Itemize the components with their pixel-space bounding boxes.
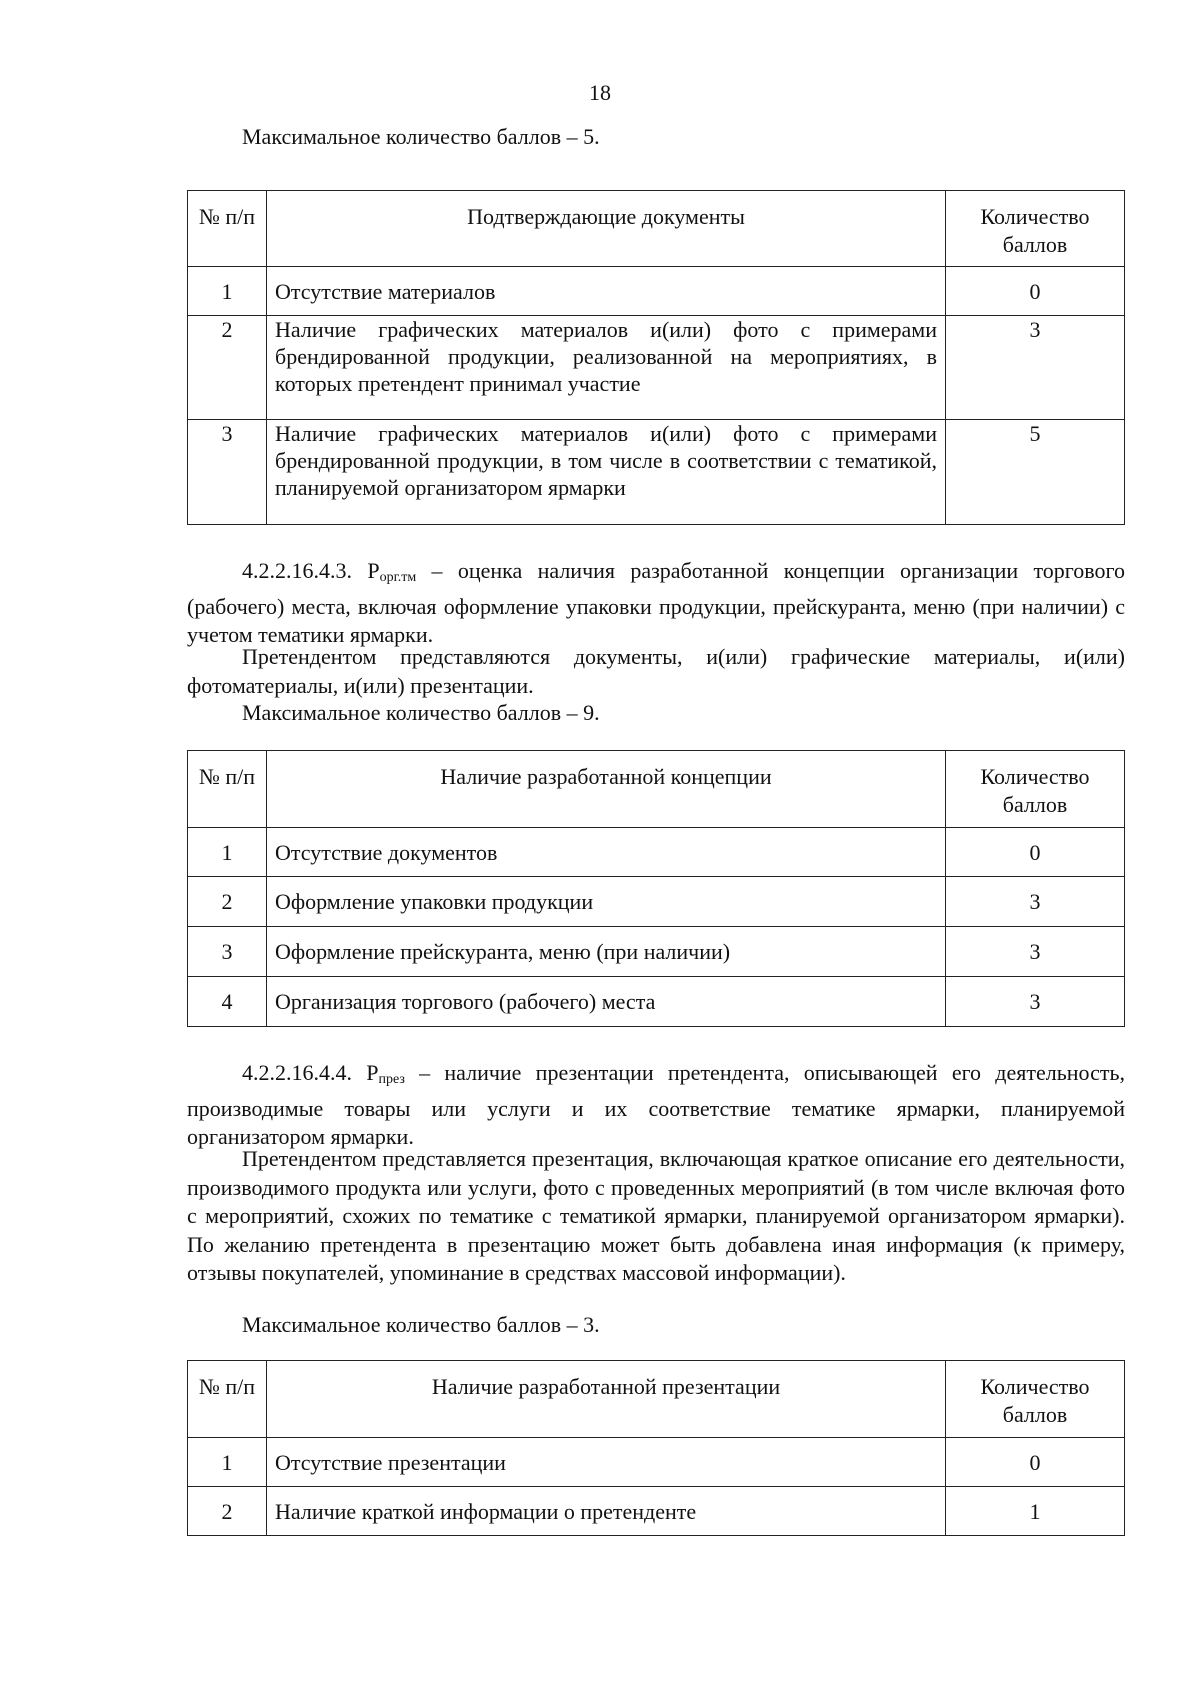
row-score: 1 (946, 1487, 1125, 1536)
table-row (188, 267, 1125, 316)
table-row (188, 828, 1125, 877)
row-text: Организация торгового (рабочего) места (267, 977, 946, 1027)
table-row (188, 977, 1125, 1027)
table-header-row (188, 751, 1125, 828)
section-443-subscript: орг.тм (379, 570, 417, 585)
table-row (188, 1438, 1125, 1487)
row-num: 2 (188, 316, 267, 420)
row-text: Наличие графических материалов и(или) фото с примерами брендированной продукции, реализованной на мероприятиях, в которых претендент принимал участие (267, 316, 946, 420)
section-443-paragraph-2: Претендентом представляются документы, и(или) графические материалы, и(или) фотоматериалы, и(или) презентации. (187, 644, 1125, 698)
row-text: Отсутствие презентации (267, 1438, 946, 1487)
table-presentation (187, 1360, 1125, 1536)
row-score: 5 (946, 420, 1125, 525)
row-text: Наличие графических материалов и(или) фото с примерами брендированной продукции, в том числе в соответствии с тематикой, планируемой организатором ярмарки (267, 420, 946, 525)
header-presentation: Наличие разработанной презентации (267, 1361, 946, 1438)
header-documents: Подтверждающие документы (267, 191, 946, 267)
table-row (188, 420, 1125, 525)
page-number: 18 (589, 80, 611, 105)
header-num: № п/п (188, 751, 267, 828)
header-score: Количество баллов (946, 191, 1125, 267)
row-num: 1 (188, 1438, 267, 1487)
row-num: 4 (188, 977, 267, 1027)
row-score: 3 (946, 316, 1125, 420)
table-row (188, 877, 1125, 927)
row-score: 0 (946, 267, 1125, 316)
row-text: Оформление прейскуранта, меню (при наличии) (267, 927, 946, 977)
section-443-text: – оценка наличия разработанной концепции организации торгового (рабочего) места, включая оформление упаковки продукции, прейскуранта, меню (при наличии) с учетом тематики ярмарки. (187, 558, 1125, 647)
row-num: 2 (188, 1487, 267, 1536)
row-text: Оформление упаковки продукции (267, 877, 946, 927)
section-443-paragraph (187, 557, 1125, 650)
header-num: № п/п (188, 1361, 267, 1438)
row-num: 2 (188, 877, 267, 927)
section-444-paragraph (187, 1059, 1125, 1152)
table-header-row (188, 191, 1125, 267)
row-score: 0 (946, 828, 1125, 877)
row-text: Отсутствие документов (267, 828, 946, 877)
row-score: 3 (946, 977, 1125, 1027)
header-num: № п/п (188, 191, 267, 267)
table-row (188, 1487, 1125, 1536)
max-score-line-3: Максимальное количество баллов – 3. (242, 1312, 600, 1337)
row-text: Отсутствие материалов (267, 267, 946, 316)
row-score: 0 (946, 1438, 1125, 1487)
row-score: 3 (946, 877, 1125, 927)
section-444-text: – наличие презентации претендента, описывающей его деятельность, производимые товары или услуги и их соответствие тематике ярмарки, планируемой организатором ярмарки. (187, 1060, 1125, 1149)
section-444-subscript: през (378, 1072, 405, 1087)
table-row (188, 316, 1125, 420)
row-num: 3 (188, 927, 267, 977)
row-num: 3 (188, 420, 267, 525)
row-text: Наличие краткой информации о претенденте (267, 1487, 946, 1536)
row-num: 1 (188, 828, 267, 877)
max-score-line-2: Максимальное количество баллов – 9. (242, 700, 600, 725)
header-score: Количество баллов (946, 751, 1125, 828)
section-443-number: 4.2.2.16.4.3. P (242, 558, 380, 583)
table-row (188, 927, 1125, 977)
table-header-row (188, 1361, 1125, 1438)
max-score-line-1: Максимальное количество баллов – 5. (242, 124, 600, 149)
section-444-paragraph-2: Претендентом представляется презентация, включающая краткое описание его деятельности, производимого продукта или услуги, фото с проведенных мероприятий (в том числе включая фото с мероприятий, схожих по тематике с тематикой ярмарки, планируемой организатором ярмарки). По желанию претендента в презентацию может быть добавлена иная информация (к примеру, отзывы покупателей, упоминание в средствах массовой информации). (187, 1146, 1125, 1285)
header-concept: Наличие разработанной концепции (267, 751, 946, 828)
row-score: 3 (946, 927, 1125, 977)
table-concept (187, 750, 1125, 1027)
table-confirming-documents (187, 190, 1125, 525)
header-score: Количество баллов (946, 1361, 1125, 1438)
section-444-number: 4.2.2.16.4.4. P (242, 1060, 379, 1085)
row-num: 1 (188, 267, 267, 316)
